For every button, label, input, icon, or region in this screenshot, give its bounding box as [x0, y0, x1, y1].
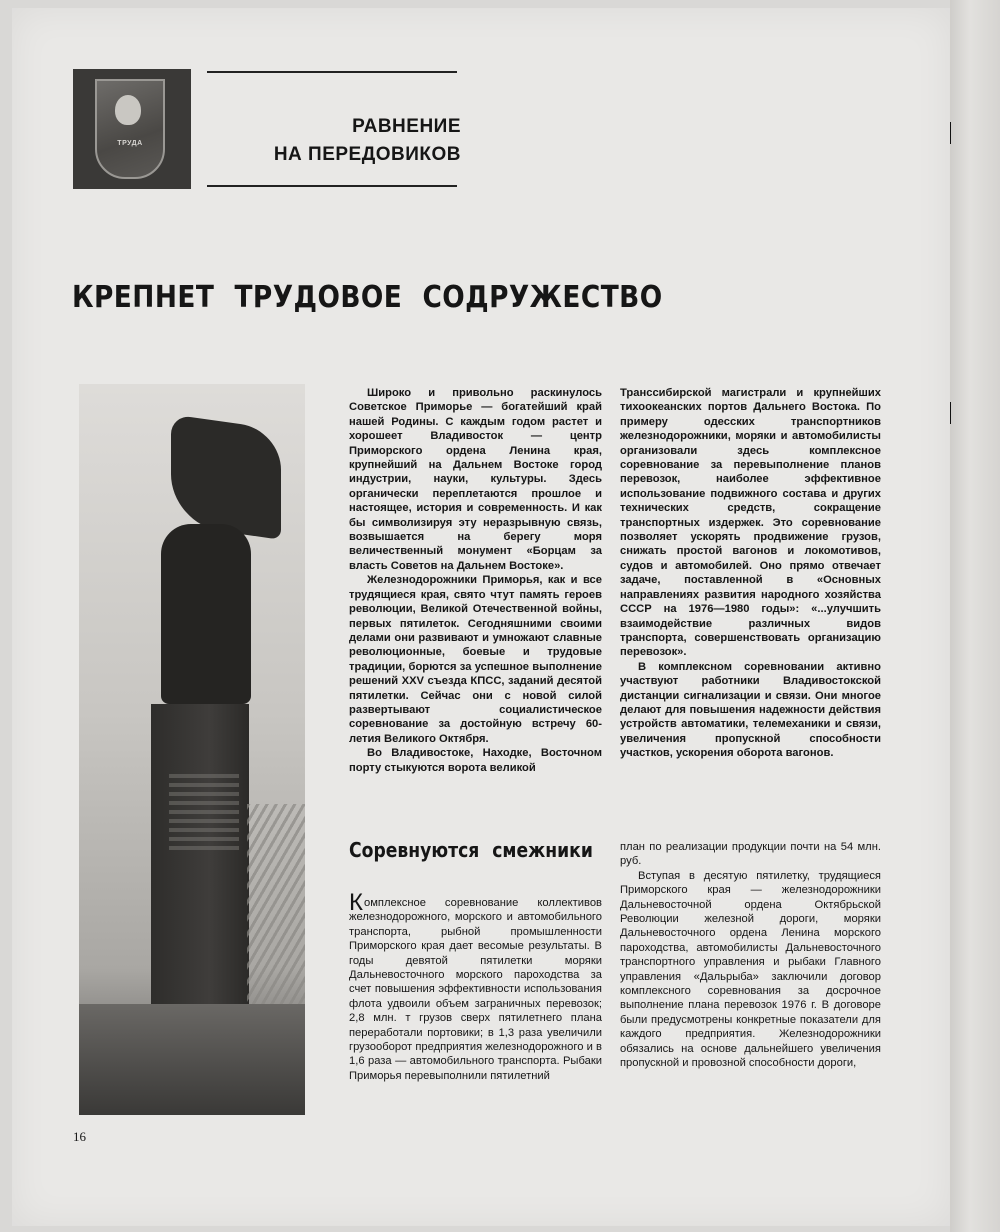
section-title — [207, 113, 461, 169]
paragraph: Железнодорожники Приморья, как и все трудящиеся края, свято чтут память героев революции, Великой Отечественной войны, первых пятилеток. Сегодняшними своими делами они развивают и умножают славные революционные, боевые и трудовые традиции, борются за успешное выполнение решений XXV съезда КПСС, заданий десятой пятилетки. Сейчас они с новой силой развертывают социалистическое соревнование за достойную встречу 60-летия Великого Октября. — [349, 574, 602, 745]
paragraph: Вступая в десятую пятилетку, трудящиеся Приморского края — железнодорожники Дальневосточной ордена Октябрьской Революции железной дороги, моряки Дальневосточного ордена Ленина морского пароходства, автомобилисты Дальневосточного транспортного управления и рыбаки Главного управления «Дальрыба» заключили договор комплексного соревнования за досрочное выполнение плана перевозок 1976 г. В договоре были предусмотрены конкретные показатели для каждого предприятия. Железнодорожники обязались на основе дальнейшего увеличения пропускной и провозной способности дороги, — [620, 869, 881, 1070]
binding-gutter — [950, 0, 1000, 1232]
paragraph: В комплексном соревновании активно участвуют работники Владивостокской дистанции сигнализации и связи. Они многое делают для повышения надежности действия устройств автоматики, телемеханики и связи, увеличения пропускной способности участков, ускорения оборота вагонов. — [620, 660, 881, 760]
body-column-2 — [620, 840, 881, 1071]
emblem-portrait — [115, 95, 141, 125]
page-number: 16 — [73, 1129, 86, 1144]
intro-column-2 — [620, 386, 881, 761]
emblem-text: ТРУДА — [117, 140, 143, 147]
paragraph: Транссибирской магистрали и крупнейших тихоокеанских портов Дальнего Востока. По примеру одесских транспортников железнодорожники, моряки и автомобилисты организовали здесь комплексное соревнование за перевыполнение планов перевозок, наиболее эффективное использование подвижного состава и других технических средств, сокращение транспортных издержек. Это соревнование позволяет ускорять продвижение грузов, снижать простой вагонов и локомотивов, судов и автомобилей. Оно прямо отвечает задаче, поставленной в «Основных направлениях развития народного хозяйства СССР на 1976—1980 годы»: «...улучшить взаимодействие различных видов транспорта, совершенствовать организацию перевозок». — [620, 387, 881, 659]
photo-plinth-inscription — [169, 774, 239, 854]
lenin-emblem-icon — [73, 69, 191, 189]
subheading: Соревнуются смежники — [349, 838, 593, 862]
photo-figure — [161, 524, 251, 704]
emblem-shield — [95, 79, 165, 179]
paragraph: Широко и привольно раскинулось Советское Приморье — богатейший край нашей Родины. С каждым годом растет и хорошеет Владивосток — центр Приморского ордена Ленина края, крупнейший на Дальнем Востоке город индустрии, науки, культуры. Здесь органически переплетаются прошлое и настоящее, история и современность. И как бы символизируя эту неразрывную связь, возвышается на берегу моря величественный монумент «Борцам за власть Советов на Дальнем Востоке». — [349, 387, 602, 572]
section-title-line1: РАВНЕНИЕ — [352, 116, 461, 137]
section-title-line2: НА ПЕРЕДОВИКОВ — [273, 144, 461, 165]
photo-plinth — [151, 704, 249, 1004]
article-headline: КРЕПНЕТ ТРУДОВОЕ СОДРУЖЕСТВО — [72, 280, 663, 315]
paragraph — [349, 889, 602, 1083]
section-rule-top — [207, 71, 457, 73]
paragraph: план по реализации продукции почти на 54 млн. руб. — [620, 841, 881, 868]
body-column-1 — [349, 889, 602, 1083]
drop-cap: К — [349, 889, 363, 916]
paragraph: Во Владивостоке, Находке, Восточном порту стыкуются ворота великой — [349, 747, 602, 774]
photo-flag — [171, 414, 281, 539]
monument-photo — [79, 384, 305, 1115]
photo-tree — [247, 804, 305, 1024]
section-rule-bottom — [207, 185, 457, 187]
paragraph-text: омплексное соревнование коллективов железнодорожного, морского и автомобильного транспорта, рыбной промышленности Приморского края дает весомые результаты. В годы девятой пятилетки моряки Дальневосточного морского пароходства за счет повышения эффективности использования флота удвоили объем заграничных перевозок; 2,8 млн. т грузов сверх пятилетнего плана переработали портовики; в 1,3 раза увеличили грузооборот предприятия железнодорожного и в 1,6 раза — автомобильного транспорта. Рыбаки Приморья перевыполнили пятилетний — [349, 897, 602, 1082]
photo-base — [79, 1004, 305, 1115]
intro-column-1 — [349, 386, 602, 775]
